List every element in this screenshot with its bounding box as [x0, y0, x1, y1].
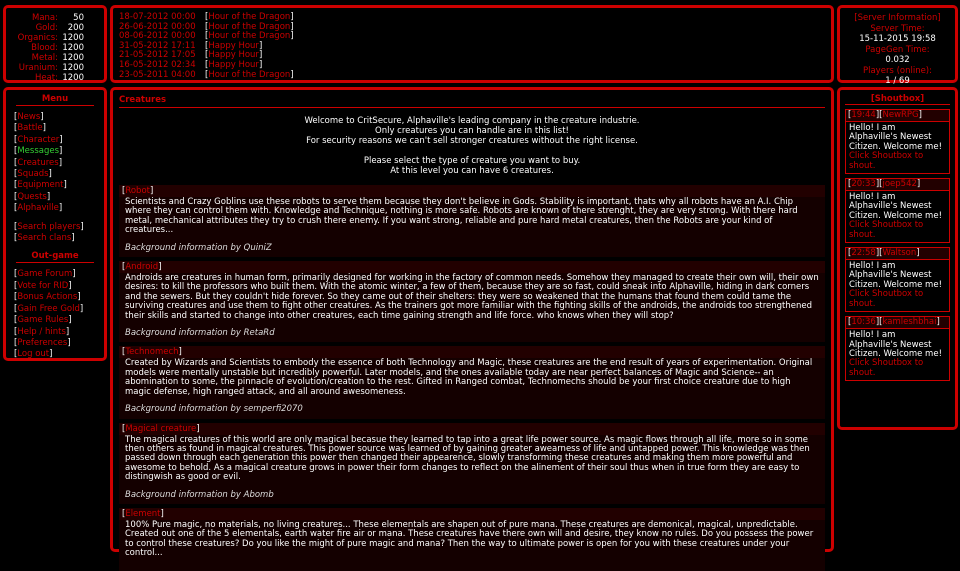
creature-block	[119, 423, 825, 504]
menu-item-label[interactable]: Game Rules	[17, 315, 69, 326]
resources-panel	[3, 5, 107, 83]
shout-link[interactable]: Click Shoutbox to shout.	[849, 358, 924, 378]
bracket-close: ]	[79, 303, 84, 314]
bracket-open: [	[14, 112, 18, 122]
resource-label: Mana:	[31, 13, 58, 23]
resource-label: Heat:	[34, 73, 58, 83]
bracket-close: ]	[71, 233, 75, 244]
shoutbox-title[interactable]: [Shoutbox]	[845, 94, 950, 105]
menu-item-label[interactable]: Equipment	[17, 180, 64, 191]
menu-item-label[interactable]: Squads	[17, 169, 49, 180]
bracket-open: [	[848, 110, 852, 120]
bracket-close: ]	[875, 248, 880, 259]
bracket-open: [	[14, 269, 18, 280]
resource-row	[12, 73, 98, 83]
shout-time: 10:36	[851, 317, 876, 328]
outgame-item-log-out[interactable]	[14, 349, 96, 360]
shout-user[interactable]: kamleshbhai	[882, 317, 937, 328]
event-date: 31-05-2012 17:11	[119, 40, 196, 51]
bracket-close: ]	[149, 186, 154, 196]
bracket-open: [	[205, 21, 209, 32]
shout-entry	[845, 247, 950, 312]
shout-entry	[845, 109, 950, 174]
resource-value: 1200	[62, 73, 84, 83]
menu-item-squads[interactable]	[14, 169, 96, 180]
resource-row	[12, 13, 98, 23]
menu-item-equipment[interactable]	[14, 180, 96, 191]
menu-item-label[interactable]: Gain Free Gold	[17, 303, 80, 314]
shout-time: 19:44	[851, 110, 876, 120]
creature-description	[119, 435, 825, 504]
event-name[interactable]: Happy Hour	[208, 40, 259, 51]
creature-header[interactable]	[119, 508, 825, 520]
event-date: 26-06-2012 00:00	[119, 21, 196, 32]
menu-item-label[interactable]: Search clans	[17, 233, 72, 244]
resource-value: 50	[73, 13, 84, 23]
bracket-close: ]	[258, 40, 263, 51]
menu-panel	[3, 87, 107, 361]
event-date: 18-07-2012 00:00	[119, 12, 196, 22]
outgame-item-preferences[interactable]	[14, 338, 96, 349]
shout-entry	[845, 316, 950, 381]
bracket-close: ]	[875, 179, 880, 190]
menu-item-label[interactable]: Character	[17, 134, 60, 145]
shout-message: Hello! I am Alphaville's Newest Citizen. Welcome me!	[849, 330, 942, 359]
bracket-open: [	[14, 169, 18, 180]
players-value: 1 / 69	[885, 76, 910, 86]
creature-name[interactable]: Technomech	[125, 347, 179, 358]
bracket-open: [	[14, 123, 18, 134]
bracket-open: [	[879, 179, 883, 190]
shout-user[interactable]: NewRPG	[882, 110, 919, 120]
creature-description	[119, 273, 825, 342]
bracket-close: ]	[65, 326, 70, 337]
shout-time: 22:58	[851, 248, 876, 259]
bracket-open: [	[14, 134, 18, 145]
outgame-list	[14, 269, 96, 360]
creature-header[interactable]	[119, 185, 825, 197]
event-date: 21-05-2012 17:05	[119, 50, 196, 61]
intro-text	[119, 116, 825, 176]
resource-value: 200	[67, 23, 84, 33]
creature-credit: Background information by semperfi2070	[125, 404, 303, 415]
bracket-close: ]	[196, 423, 200, 434]
bracket-open: [	[122, 262, 126, 273]
outgame-item-vote-for-rid[interactable]	[14, 281, 96, 292]
bracket-close: ]	[875, 317, 880, 328]
bracket-close: ]	[59, 134, 63, 145]
shout-link[interactable]: Click Shoutbox to shout.	[849, 289, 924, 309]
bracket-open: [	[879, 317, 883, 328]
creature-text: Created by Wizards and Scientists to embody the essence of both Technology and Magic, these creatures are the end result of years of experimentation. Original models were mentally unstable but incredibly powerful. Later models, and the ones available today are near perfect balances of Magic and Science-- an abomination to some, the pinnacle of evolution/creation to the rest. Gifted in Ranged combat, Technomechs should be your first choice creature due to high magic defense, high ranged attack, and all around awesomeness.	[125, 358, 813, 397]
creature-name[interactable]: Magical creature	[125, 423, 197, 434]
shout-body	[846, 260, 949, 311]
resource-label: Organics:	[17, 33, 58, 43]
menu-item-label[interactable]: Bonus Actions	[17, 292, 78, 303]
event-row	[119, 71, 825, 81]
resource-label: Gold:	[35, 23, 58, 33]
bracket-open: [	[205, 69, 209, 80]
event-link[interactable]	[205, 71, 294, 81]
bracket-close: ]	[158, 262, 162, 273]
resource-value: 1200	[62, 33, 84, 43]
bracket-open: [	[14, 157, 18, 168]
bracket-close: ]	[67, 337, 71, 348]
resource-label: Uranium:	[18, 63, 58, 73]
bracket-open: [	[14, 146, 18, 157]
bracket-close: ]	[68, 315, 72, 326]
creature-text: Scientists and Crazy Goblins use these robots to serve them because they don't believe in Gods. Stability is important, thats why all robots have an A.I. Chip where they can control them with. Knowledge and Technique, nothing is more safe. Robots are known of there strenght, they are very strong. With there hard metal, mechanical attributes they try to crush there enemy. If you want strong, reliable and pure hard metal creatures, then the Robots are your kind of creatures...	[125, 197, 798, 236]
intro-line: Welcome to CritSecure, Alphaville's leading company in the creature industrie.	[304, 116, 640, 126]
creature-header[interactable]	[119, 346, 825, 358]
creature-description	[119, 197, 825, 257]
page-title: Creatures	[119, 95, 825, 108]
shout-header	[846, 248, 949, 260]
bracket-close: ]	[49, 349, 53, 360]
menu-item-label[interactable]: Creatures	[17, 157, 59, 168]
shout-header	[846, 179, 949, 191]
bracket-close: ]	[46, 191, 51, 202]
shout-time: 20:33	[851, 179, 876, 190]
resource-value: 1200	[62, 63, 84, 73]
event-date: 16-05-2012 02:34	[119, 59, 196, 70]
bracket-close: ]	[77, 292, 81, 303]
creature-description	[119, 358, 825, 418]
outgame-item-bonus-actions[interactable]	[14, 292, 96, 303]
event-date: 23-05-2011 04:00	[119, 69, 196, 80]
bracket-open: [	[122, 186, 126, 196]
bracket-close: ]	[59, 146, 63, 157]
menu-item-search-clans[interactable]	[14, 233, 96, 244]
creature-text: The magical creatures of this world are only magical becasue they learned to tap into a great life power source. As magic flows through all life, more so in some then others as found in magical creatures. This power source was learned of by gaining greater awearness of life and untapped power. This knowledge was then passed down through each generation this power then changed their appearence, slowly transforming these creatures and making them more powerful and awesome to behold. As a magical creature grows in power their form changes to reflect on the alinement of their soul thus when in true form they are easy to distingwish as good or evil.	[125, 434, 810, 483]
shout-body	[846, 329, 949, 380]
menu-item-label[interactable]: Preferences	[17, 337, 68, 348]
server-time-label: Server Time:	[870, 23, 925, 34]
bracket-open: [	[14, 337, 18, 348]
menu-item-label[interactable]: Alphaville	[17, 203, 59, 214]
bracket-open: [	[205, 50, 209, 61]
bracket-open: [	[122, 347, 126, 358]
bracket-close: ]	[42, 123, 46, 134]
creature-block	[119, 346, 825, 418]
bracket-close: ]	[178, 347, 182, 358]
resource-row	[12, 53, 98, 63]
bracket-close: ]	[875, 110, 880, 120]
bracket-open: [	[848, 248, 852, 259]
bracket-close: ]	[290, 12, 294, 22]
resource-row	[12, 23, 98, 33]
bracket-open: [	[879, 248, 883, 259]
event-name[interactable]: Hour of the Dragon	[208, 69, 291, 80]
creature-credit: Background information by RetaRd	[125, 328, 275, 339]
outgame-header: Out-game	[16, 251, 94, 263]
bracket-close: ]	[160, 508, 164, 519]
pagegen-label: PageGen Time:	[865, 44, 930, 55]
creature-credit: Background information by QuiniZ	[125, 242, 272, 253]
menu-item-creatures[interactable]	[14, 158, 96, 169]
outgame-item-help-hints[interactable]	[14, 327, 96, 338]
shout-header	[846, 317, 949, 329]
shout-user[interactable]: Waltson	[882, 248, 917, 259]
creature-header[interactable]	[119, 423, 825, 435]
shout-user[interactable]: joep542	[882, 179, 917, 190]
menu-item-search-players[interactable]	[14, 222, 96, 233]
creature-name[interactable]: Element	[125, 508, 161, 519]
bracket-open: [	[848, 317, 852, 328]
menu-item-label[interactable]: News	[17, 112, 41, 122]
menu-item-label[interactable]: Game Forum	[17, 269, 73, 280]
bracket-close: ]	[58, 157, 63, 168]
bracket-close: ]	[936, 317, 940, 328]
creature-description	[119, 520, 825, 571]
bracket-close: ]	[63, 180, 67, 191]
shout-entry	[845, 178, 950, 243]
menu-item-label[interactable]: Battle	[17, 123, 43, 134]
shout-message: Hello! I am Alphaville's Newest Citizen. Welcome me!	[849, 261, 942, 290]
bracket-open: [	[879, 110, 883, 120]
creature-block	[119, 261, 825, 342]
bracket-close: ]	[918, 110, 922, 120]
creature-credit: Background information by Abomb	[125, 489, 274, 500]
shout-link[interactable]: Click Shoutbox to shout.	[849, 220, 924, 240]
menu-item-label[interactable]: Help / hints	[17, 326, 66, 337]
pagegen-value: 0.032	[885, 55, 910, 65]
event-name[interactable]: Hour of the Dragon	[208, 31, 291, 42]
bracket-close: ]	[258, 50, 263, 61]
shout-message: Hello! I am Alphaville's Newest Citizen. Welcome me!	[849, 123, 942, 152]
event-date: 08-06-2012 00:00	[119, 31, 196, 42]
bracket-open: [	[848, 179, 852, 190]
bracket-close: ]	[68, 280, 72, 291]
bracket-close: ]	[916, 248, 920, 259]
shout-header	[846, 110, 949, 122]
outgame-item-game-forum[interactable]	[14, 269, 96, 280]
server-info-panel	[837, 5, 958, 86]
bracket-open: [	[205, 40, 209, 51]
menu-header: Menu	[16, 94, 94, 106]
resource-label: Metal:	[31, 53, 58, 63]
creature-name[interactable]: Robot	[125, 186, 150, 196]
menu-item-messages[interactable]	[14, 146, 96, 157]
menu-item-label[interactable]: Log out	[17, 349, 50, 360]
shoutbox-panel	[837, 87, 958, 430]
server-time-value: 15-11-2015 19:58	[859, 34, 936, 44]
bracket-open: [	[205, 31, 209, 42]
event-name[interactable]: Happy Hour	[208, 59, 259, 70]
intro-line: For security reasons we can't sell stronger creatures without the right license.	[306, 136, 638, 146]
bracket-open: [	[122, 423, 126, 434]
bracket-open: [	[122, 508, 126, 519]
search-list	[14, 222, 96, 245]
creature-name[interactable]: Android	[125, 262, 159, 273]
menu-item-label[interactable]: Search players	[17, 221, 81, 232]
menu-item-label[interactable]: Quests	[17, 191, 47, 202]
intro-line: Please select the type of creature you want to buy.	[363, 156, 581, 166]
shoutbox-list	[845, 109, 950, 381]
bracket-close: ]	[58, 203, 63, 214]
bracket-open: [	[14, 292, 18, 303]
event-name[interactable]: Hour of the Dragon	[208, 21, 291, 32]
outgame-item-game-rules[interactable]	[14, 315, 96, 326]
menu-list	[14, 112, 96, 215]
shout-body	[846, 122, 949, 173]
creature-block	[119, 185, 825, 257]
bracket-open: [	[14, 280, 18, 291]
bracket-close: ]	[290, 69, 294, 80]
events-panel	[110, 5, 834, 83]
resource-value: 1200	[62, 43, 84, 53]
menu-item-label[interactable]: Messages	[17, 146, 60, 157]
event-name[interactable]: Hour of the Dragon	[208, 12, 291, 22]
bracket-open: [	[205, 12, 209, 22]
resource-row	[12, 63, 98, 73]
intro-line: Only creatures you can handle are in this list!	[375, 126, 569, 136]
creature-header[interactable]	[119, 261, 825, 273]
creature-block	[119, 508, 825, 571]
menu-item-battle[interactable]	[14, 123, 96, 134]
bracket-close: ]	[916, 179, 921, 190]
bracket-open: [	[14, 315, 18, 326]
menu-item-alphaville[interactable]	[14, 203, 96, 214]
menu-item-label[interactable]: Vote for RID	[17, 280, 69, 291]
shout-link[interactable]: Click Shoutbox to shout.	[849, 151, 924, 171]
bracket-open: [	[14, 221, 18, 232]
menu-item-news[interactable]	[14, 112, 96, 123]
bracket-close: ]	[80, 221, 84, 232]
event-name[interactable]: Happy Hour	[208, 50, 259, 61]
bracket-open: [	[14, 326, 18, 337]
bracket-open: [	[14, 233, 18, 244]
bracket-close: ]	[290, 21, 294, 32]
resource-label: Blood:	[31, 43, 58, 53]
bracket-open: [	[14, 191, 18, 202]
intro-line	[119, 146, 825, 156]
shout-body	[846, 191, 949, 242]
bracket-close: ]	[72, 269, 76, 280]
bracket-open: [	[14, 203, 18, 214]
bracket-open: [	[14, 349, 18, 360]
bracket-open: [	[14, 180, 18, 191]
bracket-open: [	[205, 59, 209, 70]
menu-item-quests[interactable]	[14, 192, 96, 203]
bracket-close: ]	[40, 112, 44, 122]
creature-text: 100% Pure magic, no materials, no living creatures... These elementals are shapen out of pure mana. These creatures are demonical, magical, unpredictable. Created out one of the 5 elementals, earth water fire air or mana. These creatures have there own will and desire, they know no rules. Do you possess the power to control these creatures? Do you like the might of pure magic and mana? Then the way to ultimate power is open for you with these creatures under your control...	[125, 519, 814, 559]
intro-line: At this level you can have 6 creatures.	[390, 166, 554, 176]
outgame-item-gain-free-gold[interactable]	[14, 304, 96, 315]
bracket-close: ]	[258, 59, 263, 70]
shout-message: Hello! I am Alphaville's Newest Citizen. Welcome me!	[849, 192, 942, 221]
creature-text: Androids are creatures in human form, primarily designed for working in the factory of common needs. Somehow they managed to create their own will, their own desires: to kill the professors who built them. With the atomic winter, a few of them, because they are so fast, could sneak into Alphaville, hiding in dark corners and the sewers. But they couldn't hide forever. So they came out of their shelters: they were so weakened that the humans that found them could tame the surviving creatures and use them to fight other creatures. As the trainers got more familiar with the fighting skills of the androids, the androids too strengthened their skills and started to change into other creatures, each time gaining strength and life force. who knows when they will stop?	[125, 273, 819, 321]
bracket-open: [	[14, 303, 18, 314]
resource-row	[12, 43, 98, 53]
resource-row	[12, 33, 98, 43]
resource-value: 1200	[62, 53, 84, 63]
creature-list	[119, 185, 825, 571]
bracket-close: ]	[290, 31, 294, 42]
menu-item-character[interactable]	[14, 135, 96, 146]
server-info-title: [Server Information]	[854, 13, 941, 23]
content-panel	[110, 87, 834, 559]
bracket-close: ]	[48, 169, 52, 180]
players-label: Players (online):	[862, 65, 932, 76]
